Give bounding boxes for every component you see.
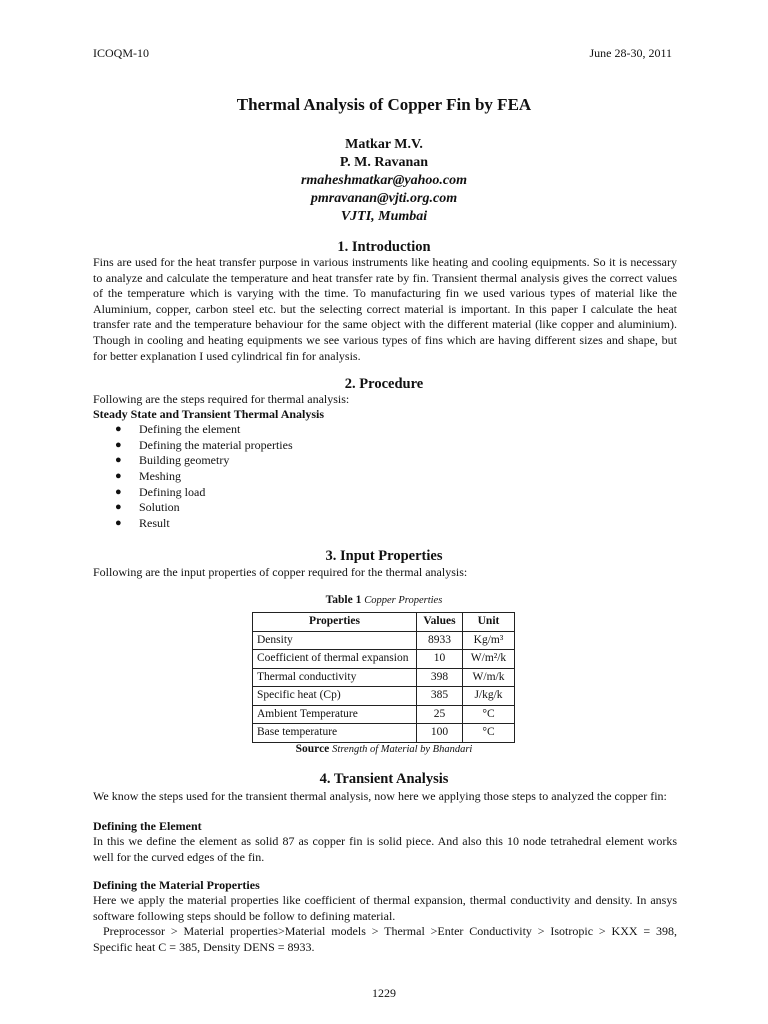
property-unit: °C <box>463 724 515 743</box>
table-source-note <box>0 743 768 755</box>
procedure-step-list <box>93 422 293 532</box>
author-block <box>0 136 768 226</box>
table-row <box>253 668 515 687</box>
running-header-left: ICOQM-10 <box>93 46 149 60</box>
procedure-intro: Following are the steps required for thermal analysis: <box>93 392 350 406</box>
property-unit: J/kg/k <box>463 687 515 706</box>
section-heading-input-properties: 3. Input Properties <box>325 548 443 564</box>
property-name: Base temperature <box>253 724 417 743</box>
property-name: Coefficient of thermal expansion <box>253 650 417 669</box>
column-header: Unit <box>463 613 515 632</box>
section-heading-procedure: 2. Procedure <box>344 376 424 392</box>
author-affiliation: VJTI, Mumbai <box>340 209 428 224</box>
material-properties-paragraph: Here we apply the material properties like coefficient of thermal expansion, thermal conductivity and density. In ansys software following steps should be follow to defining material. <box>93 893 677 923</box>
defining-element-paragraph: In this we define the element as solid 87 as copper fin is solid piece. And also this 10 node tetrahedral element works well for the curved edges of the fin. <box>93 834 677 864</box>
copper-properties-table <box>252 612 515 743</box>
property-value: 8933 <box>417 631 463 650</box>
author-email-2: pmravanan@vjti.org.com <box>310 191 458 206</box>
list-item: ● Defining load <box>115 484 206 499</box>
property-value: 398 <box>417 668 463 687</box>
bullet-icon: ● <box>115 454 122 467</box>
property-name: Specific heat (Cp) <box>253 687 417 706</box>
table-caption-text: Copper Properties <box>364 595 443 606</box>
table-row <box>253 724 515 743</box>
author-email-1: rmaheshmatkar@yahoo.com <box>300 173 468 188</box>
property-name: Density <box>253 631 417 650</box>
procedure-subheading: Steady State and Transient Thermal Analysis <box>93 407 325 421</box>
running-header-right: June 28-30, 2011 <box>589 46 672 60</box>
table-row <box>253 705 515 724</box>
table-source-label: Source <box>295 743 330 755</box>
table-row <box>253 631 515 650</box>
bullet-icon: ● <box>115 517 122 530</box>
column-header: Values <box>417 613 463 632</box>
property-value: 100 <box>417 724 463 743</box>
property-unit: W/m/k <box>463 668 515 687</box>
bullet-icon: ● <box>115 438 122 451</box>
section-heading-transient-analysis: 4. Transient Analysis <box>319 771 449 787</box>
bullet-icon: ● <box>115 485 122 498</box>
page-number: 1229 <box>372 986 396 1000</box>
paper-title: Thermal Analysis of Copper Fin by FEA <box>236 95 532 114</box>
author-name-1: Matkar M.V. <box>345 137 423 152</box>
table-caption <box>0 594 768 606</box>
property-unit: °C <box>463 705 515 724</box>
property-name: Ambient Temperature <box>253 705 417 724</box>
subheading-defining-element: Defining the Element <box>93 819 202 833</box>
property-value: 10 <box>417 650 463 669</box>
list-item: ● Defining the element <box>115 422 241 436</box>
input-properties-intro: Following are the input properties of copper required for the thermal analysis: <box>93 565 468 579</box>
property-value: 25 <box>417 705 463 724</box>
ansys-steps-paragraph: Preprocessor > Material properties>Material models > Thermal >Enter Conductivity > Isotropic > KXX = 398, Specific heat C = 385, Density DENS = 8933. <box>93 924 677 954</box>
list-item: ● Result <box>115 516 170 531</box>
table-source-text: Strength of Material by Bhandari <box>332 744 473 755</box>
table-caption-label: Table 1 <box>325 594 362 606</box>
transient-intro-paragraph: We know the steps used for the transient thermal analysis, now here we applying those steps to analyzed the copper fin: <box>93 789 667 803</box>
table-header-row <box>253 613 515 632</box>
section-heading-introduction: 1. Introduction <box>337 239 431 255</box>
author-name-2: P. M. Ravanan <box>339 155 429 170</box>
table-row <box>253 650 515 669</box>
introduction-paragraph: Fins are used for the heat transfer purpose in various instruments like heating and cooling equipments. So it is necessary to analyze and calculate the temperature and heat transfer rate by fin. Transient thermal analysis gives the correct values of the temperature which is varying with the time. To manufacturing fin we used various types of material like the Aluminium, copper, carbon steel etc. but the selecting correct material is important. In this paper I calculate the heat transfer rate and the temperature behaviour for the same object with the different material (like copper and aluminium). Though in cooling and heating equipments we see various types of fins which are having different sizes and shape, but for better explanation I used cylindrical fin for analysis. <box>93 255 677 363</box>
bullet-icon: ● <box>115 501 122 514</box>
list-item: ● Building geometry <box>115 453 230 468</box>
bullet-icon: ● <box>115 423 122 435</box>
subheading-material-properties: Defining the Material Properties <box>93 878 260 892</box>
list-item: ● Defining the material properties <box>115 437 293 452</box>
property-name: Thermal conductivity <box>253 668 417 687</box>
bullet-icon: ● <box>115 470 122 483</box>
list-item: ● Meshing <box>115 469 181 484</box>
property-value: 385 <box>417 687 463 706</box>
property-unit: W/m²/k <box>463 650 515 669</box>
list-item: ● Solution <box>115 500 180 515</box>
column-header: Properties <box>253 613 417 632</box>
property-unit: Kg/m³ <box>463 631 515 650</box>
table-row <box>253 687 515 706</box>
